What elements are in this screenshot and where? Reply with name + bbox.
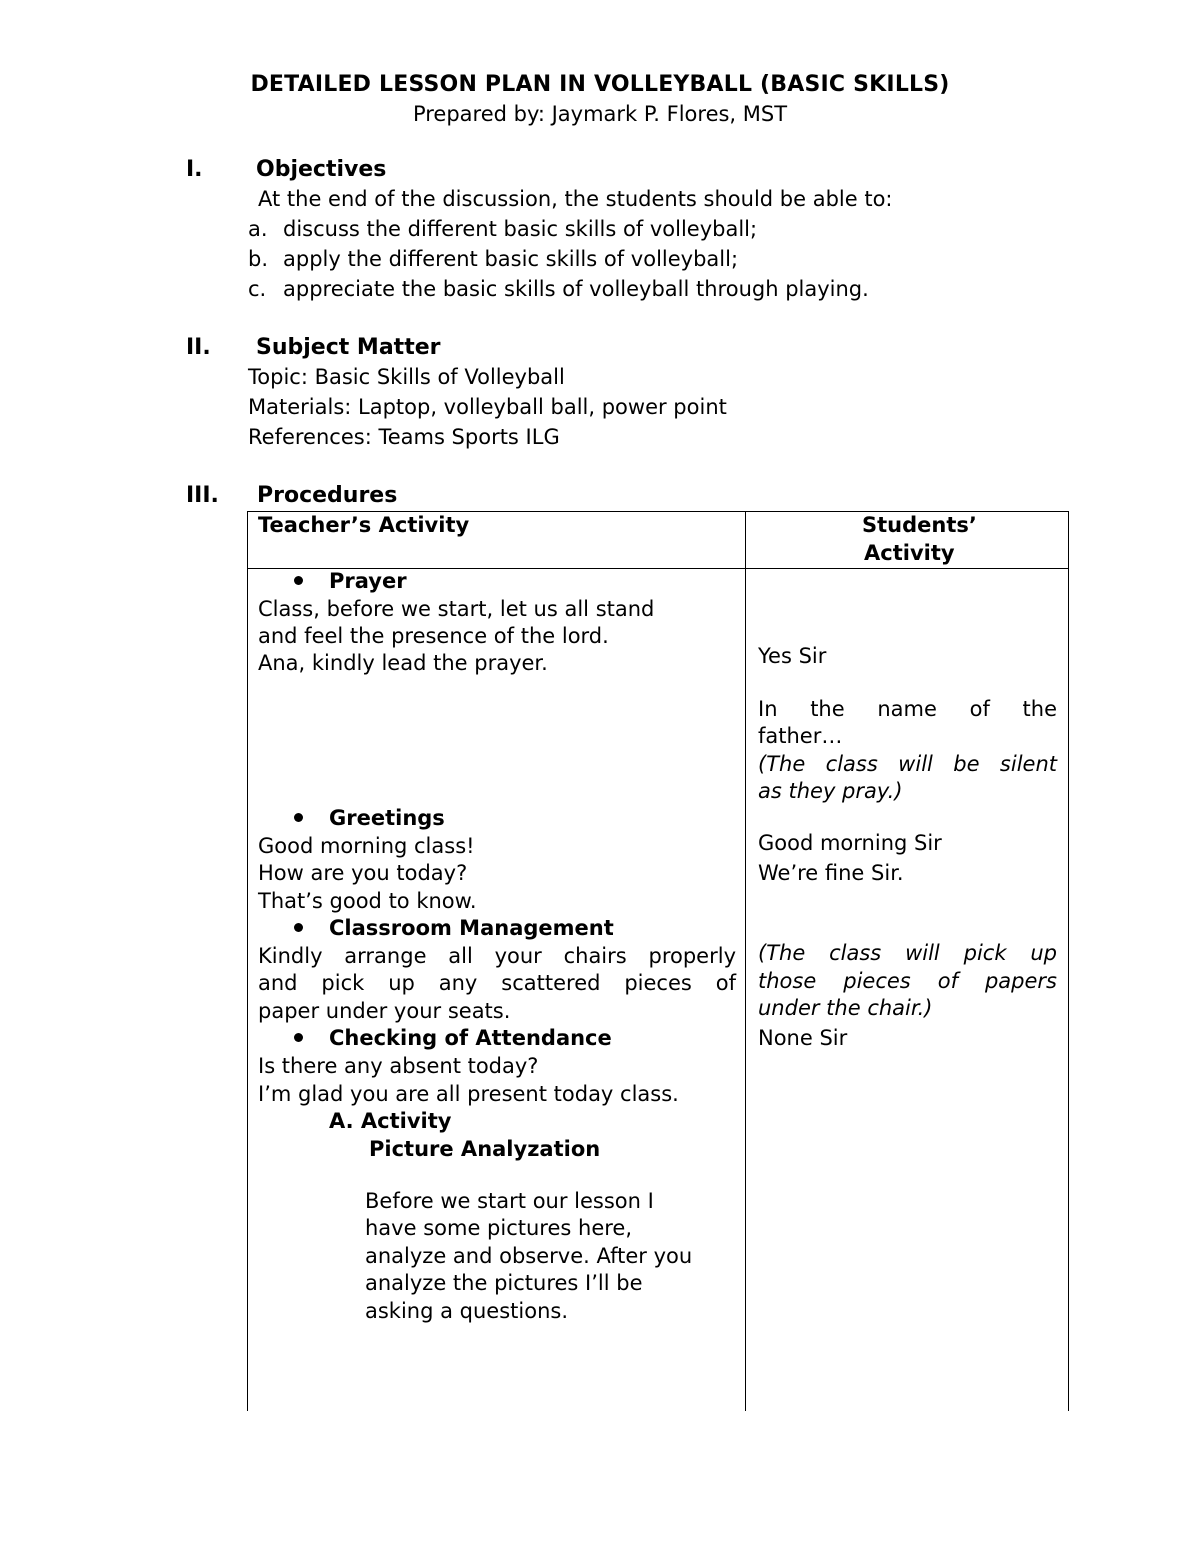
bullet-icon (294, 923, 303, 932)
classroom-teacher-line: paper under your seats. (258, 999, 511, 1023)
table-right-border (1068, 511, 1069, 1411)
greetings-heading: Greetings (294, 805, 445, 833)
objective-letter-c: c. (248, 277, 267, 301)
procedures-table (247, 511, 1069, 1411)
classroom-teacher-line: Kindly arrange all your chairs properly (258, 944, 736, 968)
greetings-teacher-line: That’s good to know. (258, 889, 477, 913)
header-teacher-activity: Teacher’s Activity (258, 513, 470, 537)
objective-letter-b: b. (248, 247, 269, 271)
attendance-teacher-line: Is there any absent today? (258, 1054, 539, 1078)
activity-line: analyze the pictures I’ll be (365, 1271, 643, 1295)
subject-references: References: Teams Sports ILG (248, 425, 560, 449)
section-title-objectives: Objectives (256, 157, 387, 182)
header-students-activity-line2: Activity (864, 541, 955, 565)
activity-line: asking a questions. (365, 1299, 569, 1323)
prayer-student-line: father… (758, 724, 843, 748)
greetings-teacher-line: How are you today? (258, 861, 468, 885)
objective-item-a: discuss the different basic skills of volleyball; (283, 217, 758, 241)
prayer-teacher-line: Ana, kindly lead the prayer. (258, 651, 548, 675)
classroom-management-heading: Classroom Management (294, 915, 614, 943)
classroom-student-line: under the chair.) (758, 996, 933, 1020)
activity-heading: A. Activity (329, 1109, 452, 1133)
attendance-heading: Checking of Attendance (294, 1025, 612, 1053)
prayer-student-line: In the name of the (758, 697, 1057, 721)
prayer-student-note: as they pray.) (758, 779, 903, 803)
table-column-divider (745, 511, 746, 1411)
activity-line: have some pictures here, (365, 1216, 633, 1240)
header-students-activity-line1: Students’ (862, 513, 977, 537)
objective-item-c: appreciate the basic skills of volleyball through playing. (283, 277, 869, 301)
subject-materials: Materials: Laptop, volleyball ball, power point (248, 395, 727, 419)
prayer-student-reply: Yes Sir (758, 644, 827, 668)
classroom-teacher-line: and pick up any scattered pieces of (258, 971, 736, 995)
bullet-icon (294, 576, 303, 585)
table-left-border (247, 511, 248, 1411)
objective-item-b: apply the different basic skills of volleyball; (283, 247, 739, 271)
attendance-student-reply: None Sir (758, 1026, 848, 1050)
greetings-student-line: Good morning Sir (758, 831, 942, 855)
bullet-icon (294, 813, 303, 822)
prayer-student-note: (The class will be silent (758, 752, 1057, 776)
bullet-icon (294, 1033, 303, 1042)
activity-subheading: Picture Analyzation (369, 1137, 601, 1161)
greetings-teacher-line: Good morning class! (258, 834, 475, 858)
objectives-intro: At the end of the discussion, the students should be able to: (258, 187, 893, 211)
section-title-procedures: Procedures (257, 483, 398, 508)
prayer-heading: Prayer (294, 568, 407, 596)
objective-letter-a: a. (248, 217, 268, 241)
prayer-teacher-line: Class, before we start, let us all stand (258, 597, 655, 621)
classroom-student-line: (The class will pick up (758, 941, 1057, 965)
section-number-objectives: I. (186, 157, 203, 182)
section-number-subject-matter: II. (186, 335, 211, 360)
activity-line: analyze and observe. After you (365, 1244, 693, 1268)
greetings-student-line: We’re fine Sir. (758, 861, 904, 885)
prepared-by: Prepared by: Jaymark P. Flores, MST (412, 102, 788, 126)
section-title-subject-matter: Subject Matter (256, 335, 441, 360)
attendance-teacher-line: I’m glad you are all present today class. (258, 1082, 679, 1106)
activity-line: Before we start our lesson I (365, 1189, 654, 1213)
document-title: DETAILED LESSON PLAN IN VOLLEYBALL (BASIC SKILLS) (250, 72, 950, 97)
classroom-student-line: those pieces of papers (758, 969, 1057, 993)
subject-topic: Topic: Basic Skills of Volleyball (248, 365, 565, 389)
prayer-teacher-line: and feel the presence of the lord. (258, 624, 609, 648)
section-number-procedures: III. (186, 483, 219, 508)
